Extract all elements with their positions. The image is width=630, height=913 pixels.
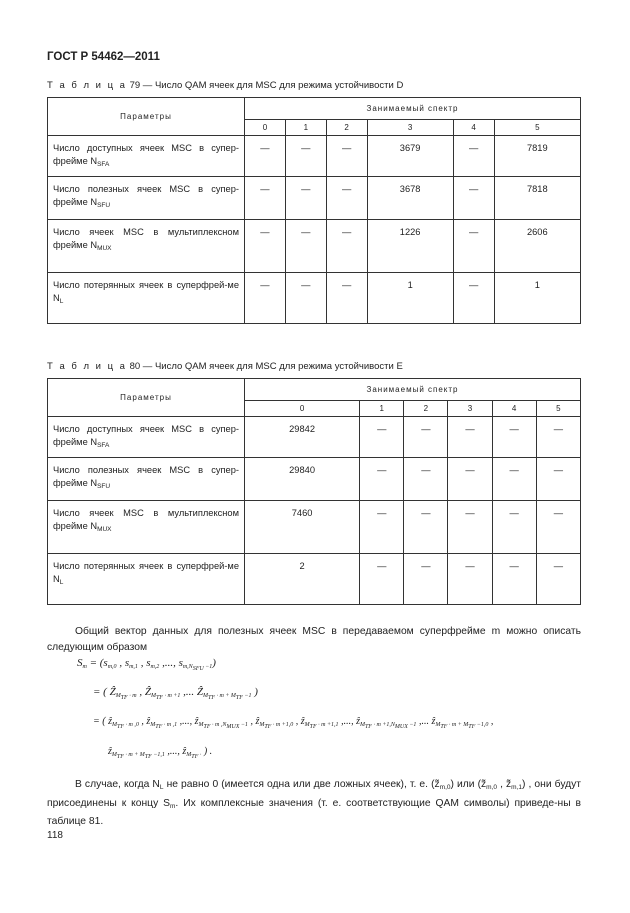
table-cell: — bbox=[404, 417, 448, 458]
table-cell: — bbox=[492, 501, 536, 554]
table-cell: 2606 bbox=[494, 220, 580, 273]
row-label-text: Число ячеек MSC в мультиплексном фрейме bbox=[53, 227, 239, 250]
page-number: 118 bbox=[47, 830, 63, 841]
table-cell: — bbox=[453, 177, 494, 220]
table-cell: — bbox=[285, 220, 326, 273]
row-label-text: Число ячеек MSC в мультиплексном фрейме bbox=[53, 508, 239, 531]
row-label: Число полезных ячеек MSC в супер-фрейме $N_{SFU}$ bbox=[48, 458, 245, 501]
table-cell: — bbox=[326, 220, 367, 273]
table-cell: — bbox=[360, 501, 404, 554]
table-79 bbox=[47, 97, 581, 324]
table-cell: — bbox=[453, 220, 494, 273]
caption-word: Т а б л и ц а bbox=[47, 80, 127, 91]
column-header: 4 bbox=[453, 120, 494, 136]
table-cell: — bbox=[326, 177, 367, 220]
table-cell: — bbox=[536, 417, 580, 458]
table-cell: 29840 bbox=[245, 458, 360, 501]
document-header: ГОСТ Р 54462—2011 bbox=[47, 51, 160, 63]
caption-text: 79 — Число QAM ячеек для MSC для режима устойчивости D bbox=[126, 80, 404, 91]
table-cell: 7818 bbox=[494, 177, 580, 220]
row-label-subscript: L bbox=[59, 579, 64, 586]
table-cell: 7460 bbox=[245, 501, 360, 554]
equation-1: $S_m = (s_{m,0}$ , $s_{m,1}$ , $s_{m,2}$ ,..., $s_{m,N_{SFU} -1}$) bbox=[77, 657, 216, 672]
column-header: 2 bbox=[404, 401, 448, 417]
spectrum-header: Занимаемый спектр bbox=[245, 379, 581, 401]
table-cell: — bbox=[448, 554, 492, 605]
table-cell: — bbox=[492, 417, 536, 458]
table-cell: 7819 bbox=[494, 136, 580, 177]
column-header: 2 bbox=[326, 120, 367, 136]
column-header: 1 bbox=[360, 401, 404, 417]
table-cell: — bbox=[285, 273, 326, 324]
table-cell: — bbox=[453, 136, 494, 177]
row-label-subscript: SFU bbox=[97, 202, 111, 209]
caption-word: Т а б л и ц а bbox=[47, 361, 127, 372]
row-label: Число полезных ячеек MSC в супер-фрейме $N_{SFU}$ bbox=[48, 177, 245, 220]
table-79-caption bbox=[47, 80, 403, 91]
column-header: 3 bbox=[367, 120, 453, 136]
row-label-text: Число доступных ячеек MSC в супер-фрейме bbox=[53, 143, 239, 166]
row-label-text: Число полезных ячеек MSC в супер-фрейме bbox=[53, 465, 239, 488]
table-80-caption bbox=[47, 361, 403, 372]
table-cell: — bbox=[326, 136, 367, 177]
column-header: 3 bbox=[448, 401, 492, 417]
table-cell: — bbox=[404, 554, 448, 605]
row-label-subscript: L bbox=[59, 298, 64, 305]
params-header: Параметры bbox=[48, 379, 245, 417]
column-header: 5 bbox=[494, 120, 580, 136]
row-label-text: Число полезных ячеек MSC в супер-фрейме bbox=[53, 184, 239, 207]
table-cell: — bbox=[536, 458, 580, 501]
table-cell: — bbox=[360, 554, 404, 605]
table-cell: 3678 bbox=[367, 177, 453, 220]
paragraph-intro bbox=[47, 624, 581, 655]
row-label: Число ячеек MSC в мультиплексном фрейме $N_{MUX}$ bbox=[48, 501, 245, 554]
paragraph-conclusion: В случае, когда $N_L$ не равно 0 (имеется одна или две ложных ячеек), т. е. $(z̃_{m,0})$ или ($z̃_{m,0}$ , $z̃_{m,1}$) , они будут присоединены к концу $S_m$. Их комплексные значения (т. е. соответствующие QAM символы) приведе-ны в таблице 81. bbox=[47, 779, 582, 827]
row-label: Число потерянных ячеек в суперфрей-ме $N_L$ bbox=[48, 554, 245, 605]
row-label-subscript: SFA bbox=[97, 161, 110, 168]
table-cell: — bbox=[492, 458, 536, 501]
table-cell: 29842 bbox=[245, 417, 360, 458]
table-cell: — bbox=[453, 273, 494, 324]
equation-2: = ( Ẑ$_{M_{TF} \cdot m}$ , Ẑ$_{M_{TF} \cdot m +1}$ ,... Ẑ$_{M_{TF} \cdot m + M_{TF} -1}$ ) bbox=[93, 686, 258, 701]
column-header: 5 bbox=[536, 401, 580, 417]
table-cell: 3679 bbox=[367, 136, 453, 177]
table-cell: — bbox=[245, 136, 286, 177]
spectrum-header: Занимаемый спектр bbox=[245, 98, 581, 120]
table-cell: — bbox=[285, 177, 326, 220]
table-cell: — bbox=[285, 136, 326, 177]
column-header: 0 bbox=[245, 120, 286, 136]
column-header: 4 bbox=[492, 401, 536, 417]
row-label: Число доступных ячеек MSC в супер-фрейме $N_{SFA}$ bbox=[48, 417, 245, 458]
table-cell: — bbox=[245, 177, 286, 220]
caption-text: 80 — Число QAM ячеек для MSC для режима устойчивости E bbox=[126, 361, 403, 372]
params-header: Параметры bbox=[48, 98, 245, 136]
table-cell: — bbox=[448, 417, 492, 458]
table-cell: — bbox=[404, 501, 448, 554]
row-label-subscript: MUX bbox=[97, 526, 112, 533]
table-cell: 2 bbox=[245, 554, 360, 605]
table-cell: — bbox=[536, 501, 580, 554]
table-cell: — bbox=[404, 458, 448, 501]
table-cell: 1226 bbox=[367, 220, 453, 273]
row-label-subscript: SFA bbox=[97, 442, 110, 449]
row-label: Число потерянных ячеек в суперфрей-ме $N_L$ bbox=[48, 273, 245, 324]
table-cell: — bbox=[360, 417, 404, 458]
column-header: 0 bbox=[245, 401, 360, 417]
column-header: 1 bbox=[285, 120, 326, 136]
table-cell: — bbox=[536, 554, 580, 605]
row-label-subscript: MUX bbox=[97, 245, 112, 252]
table-cell: — bbox=[245, 273, 286, 324]
table-cell: — bbox=[448, 458, 492, 501]
row-label-text: Число потерянных ячеек в суперфрей-ме bbox=[53, 561, 239, 571]
table-cell: — bbox=[326, 273, 367, 324]
row-label: Число ячеек MSC в мультиплексном фрейме $N_{MUX}$ bbox=[48, 220, 245, 273]
equation-3: = ( ẑ$_{M_{TF} \cdot m ,0}$ , ẑ$_{M_{TF} \cdot m ,1}$ ,..., ẑ$_{M_{TF} \cdot m ,N_{MUX} -1}$ , ẑ$_{M_{TF} \cdot m +1,0}$ , ẑ$_{M_{TF} \cdot m +1,1}$ ,..., ẑ$_{M_{TF} \cdot m +1,N_{MUX} -1}$ ,... ẑ$_{M_{TF} \cdot m + M_{TF} -1,0}$ , bbox=[93, 716, 494, 730]
paragraph-intro-text: Общий вектор данных для полезных ячеек MSC в передаваемом суперфрейме m можно описать следующим образом bbox=[47, 626, 581, 653]
table-cell: — bbox=[245, 220, 286, 273]
equation-4: ẑ$_{M_{TF} \cdot m + M_{TF} -1,1}$ ,..., ẑ$_{M_{TF} \cdot}$ ) . bbox=[108, 746, 213, 760]
row-label-text: Число потерянных ячеек в суперфрей-ме bbox=[53, 280, 239, 290]
row-label: Число доступных ячеек MSC в супер-фрейме $N_{SFA}$ bbox=[48, 136, 245, 177]
table-cell: — bbox=[360, 458, 404, 501]
table-cell: 1 bbox=[494, 273, 580, 324]
row-label-subscript: SFU bbox=[97, 483, 111, 490]
table-cell: — bbox=[492, 554, 536, 605]
table-cell: 1 bbox=[367, 273, 453, 324]
row-label-text: Число доступных ячеек MSC в супер-фрейме bbox=[53, 424, 239, 447]
table-80 bbox=[47, 378, 581, 605]
table-cell: — bbox=[448, 501, 492, 554]
